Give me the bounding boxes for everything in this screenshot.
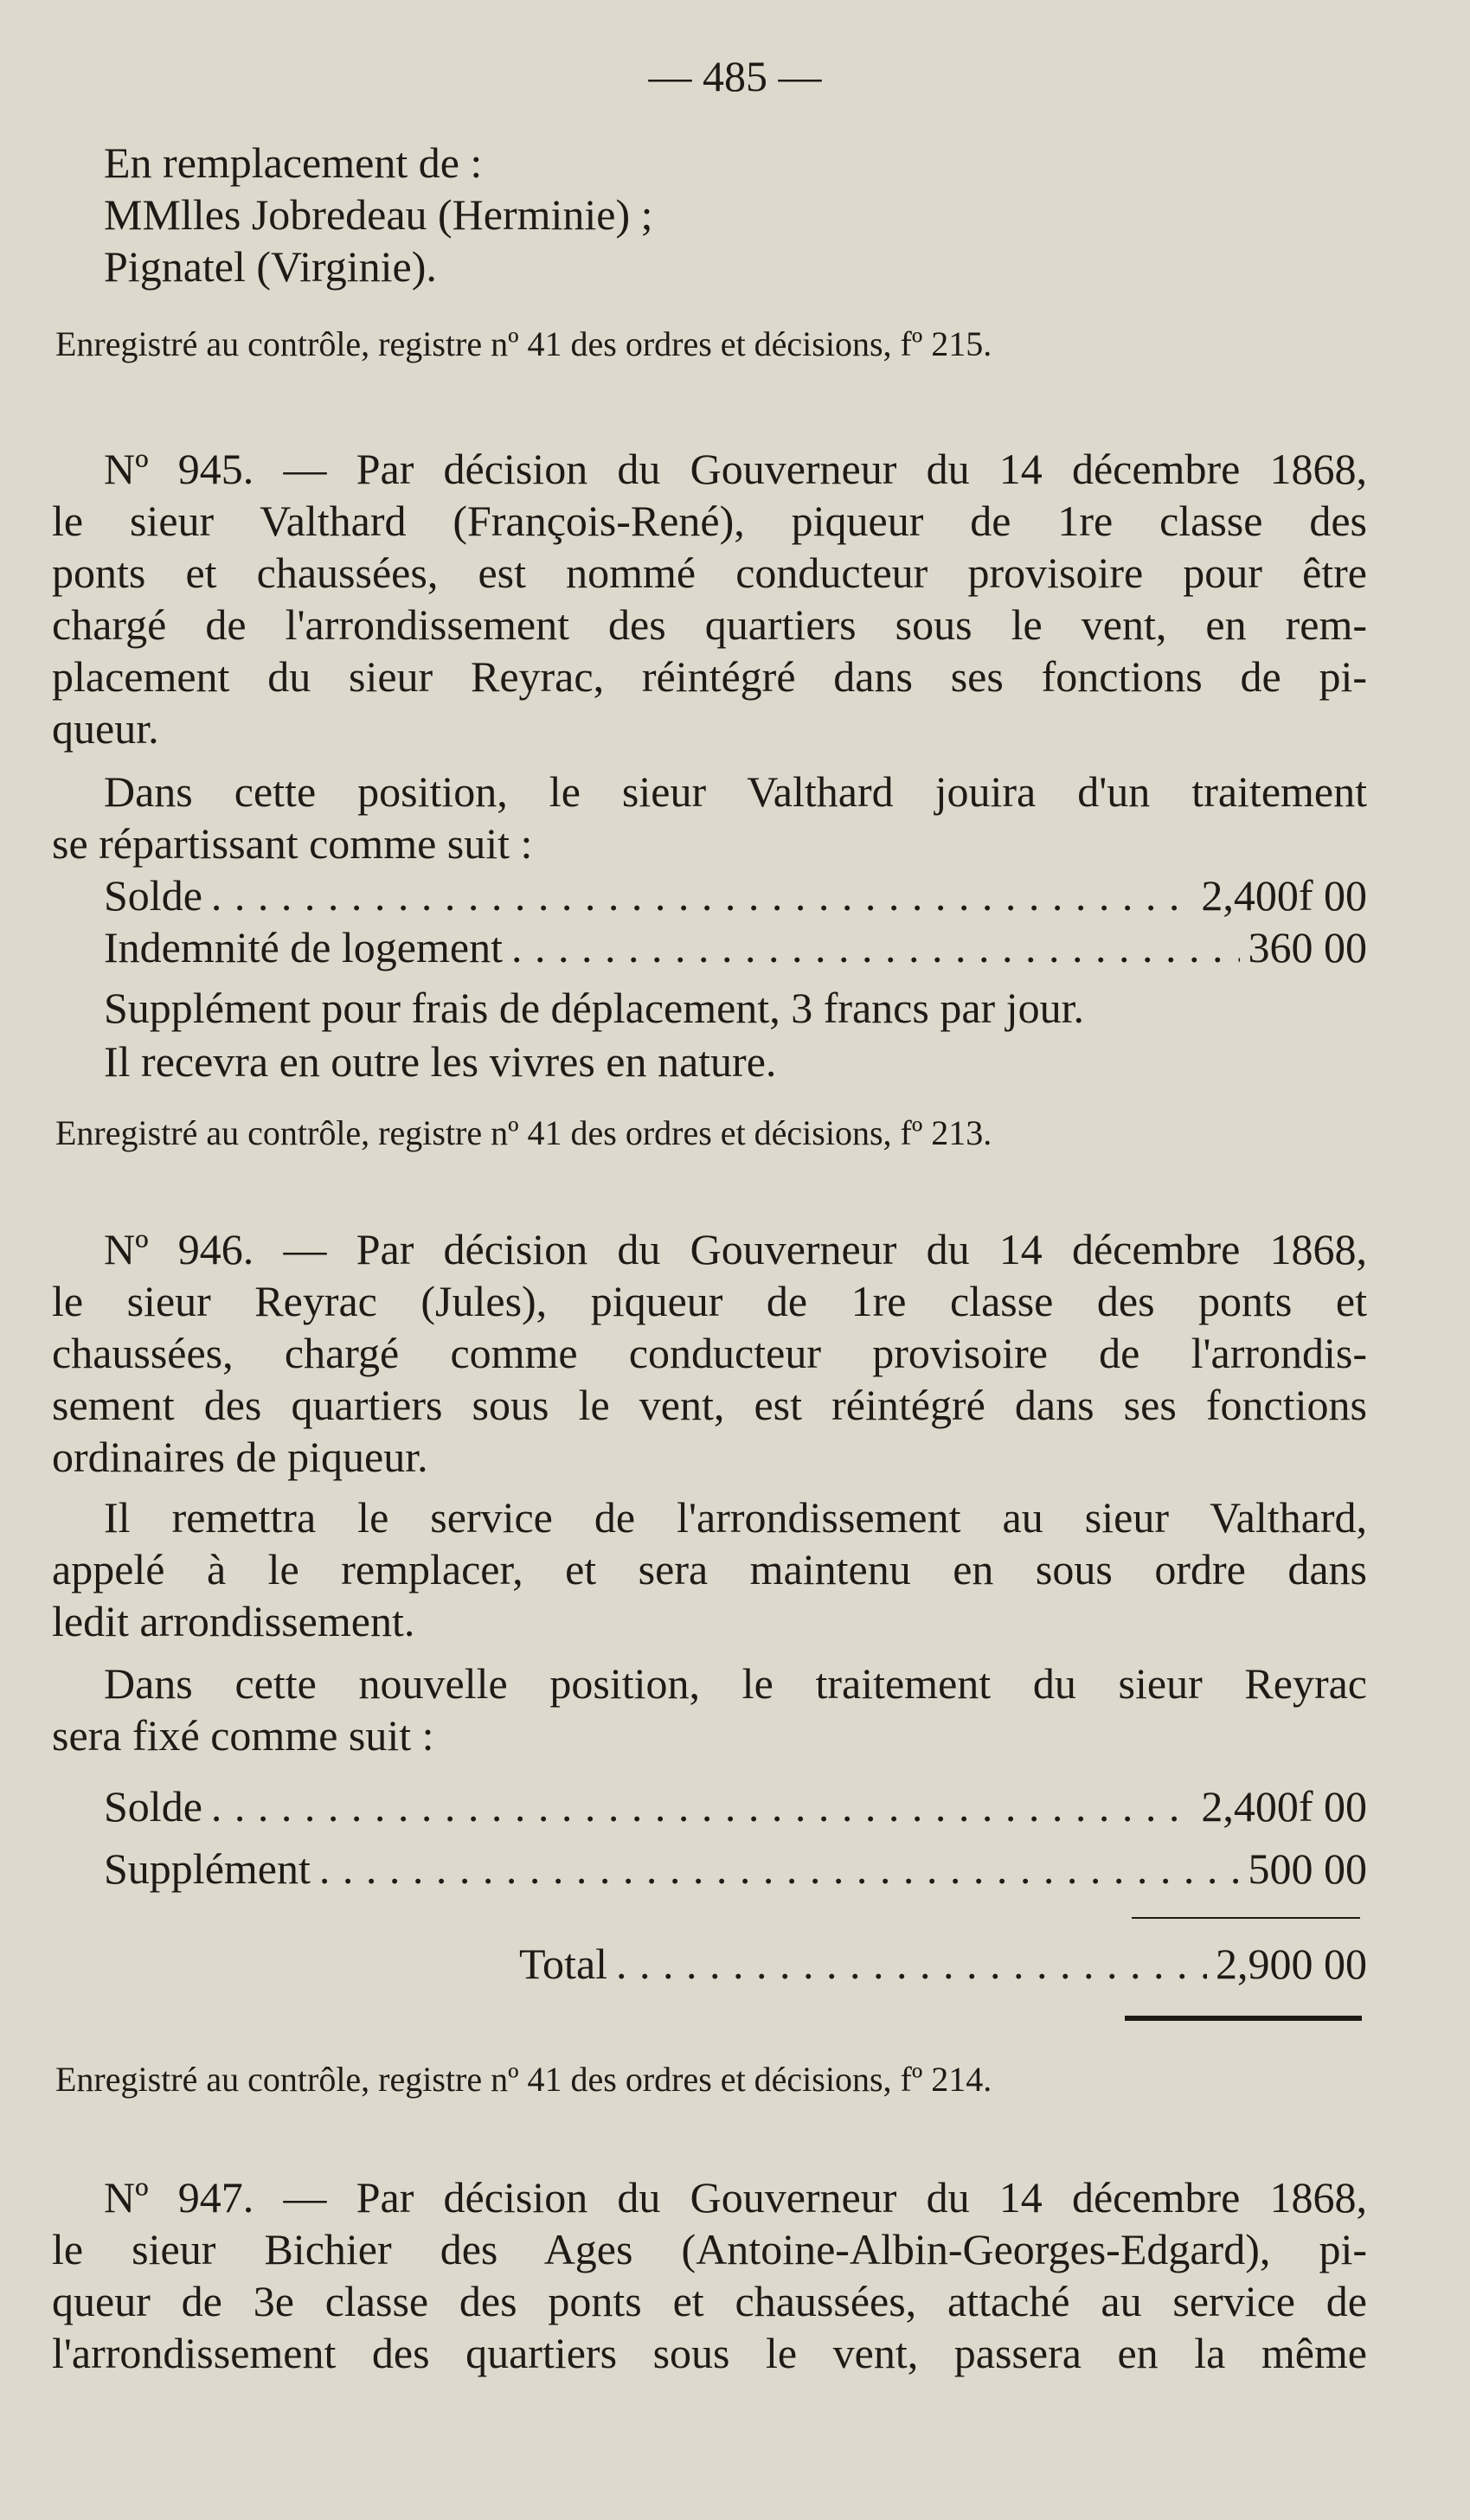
page-number: — 485 — [648, 52, 822, 100]
registration-note-213: Enregistré au contrôle, registre nº 41 des ordres et décisions, fº 213. [55, 1113, 992, 1152]
d945-solde-amount: 2,400f 00 [1201, 871, 1367, 920]
d945-line-6: queur. [52, 704, 159, 753]
d946-total-label: Total [519, 1940, 608, 1988]
d946-solde-amount: 2,400f 00 [1201, 1782, 1367, 1831]
d946-line-1: Nº 946. — Par décision du Gouverneur du 14 décembre 1868, [104, 1225, 1367, 1273]
d946-supplement-amount: 500 00 [1248, 1844, 1367, 1893]
d946-line-9: Dans cette nouvelle position, le traitement du sieur Reyrac [104, 1659, 1367, 1708]
d945-line-8: se répartissant comme suit : [52, 819, 533, 868]
d945-line-3: ponts et chaussées, est nommé conducteur provisoire pour être [52, 548, 1367, 597]
d947-line-1: Nº 947. — Par décision du Gouverneur du 14 décembre 1868, [104, 2173, 1367, 2222]
d946-solde-row [104, 1780, 1367, 1832]
d946-line-7: appelé à le remplacer, et sera maintenu en sous ordre dans [52, 1545, 1367, 1593]
d945-line-5: placement du sieur Reyrac, réintégré dans ses fonctions de pi- [52, 652, 1367, 701]
replacement-name-2: Pignatel (Virginie). [104, 242, 437, 291]
replacement-name-1: MMlles Jobredeau (Herminie) ; [104, 190, 653, 239]
leader-dots [211, 1780, 1192, 1832]
leader-dots [511, 921, 1240, 973]
d946-total-row [519, 1938, 1367, 1990]
d946-line-8: ledit arrondissement. [52, 1597, 415, 1645]
d945-solde-label: Solde [104, 871, 202, 920]
d946-line-4: sement des quartiers sous le vent, est réintégré dans ses fonctions [52, 1381, 1367, 1429]
d945-line-4: chargé de l'arrondissement des quartiers sous le vent, en rem- [52, 600, 1367, 649]
d946-line-2: le sieur Reyrac (Jules), piqueur de 1re classe des ponts et [52, 1277, 1367, 1325]
d946-total-amount: 2,900 00 [1216, 1940, 1367, 1988]
d947-line-3: queur de 3e classe des ponts et chaussées, attaché au service de [52, 2277, 1367, 2325]
d945-logement-amount: 360 00 [1248, 923, 1367, 971]
d947-line-2: le sieur Bichier des Ages (Antoine-Albin-Georges-Edgard), pi- [52, 2225, 1367, 2273]
d946-line-6: Il remettra le service de l'arrondissement au sieur Valthard, [104, 1493, 1367, 1542]
d945-logement-row [104, 921, 1367, 973]
d946-line-5: ordinaires de piqueur. [52, 1433, 428, 1481]
registration-note-214: Enregistré au contrôle, registre nº 41 des ordres et décisions, fº 214. [55, 2060, 992, 2099]
leader-dots [211, 869, 1192, 921]
d946-line-3: chaussées, chargé comme conducteur provisoire de l'arrondis- [52, 1329, 1367, 1377]
sum-rule [1132, 1917, 1360, 1919]
d945-vivres: Il recevra en outre les vivres en nature. [104, 1037, 777, 1086]
d946-supplement-label: Supplément [104, 1844, 311, 1893]
d945-solde-row [104, 869, 1367, 921]
d946-solde-label: Solde [104, 1782, 202, 1831]
d945-supplement: Supplément pour frais de déplacement, 3 francs par jour. [104, 984, 1084, 1032]
d946-supplement-row [104, 1843, 1367, 1895]
replacement-heading: En remplacement de : [104, 138, 483, 187]
total-double-rule [1125, 2016, 1362, 2021]
d947-line-4: l'arrondissement des quartiers sous le vent, passera en la même [52, 2329, 1367, 2377]
d946-line-10: sera fixé comme suit : [52, 1711, 434, 1760]
registration-note-215: Enregistré au contrôle, registre nº 41 des ordres et décisions, fº 215. [55, 324, 992, 363]
leader-dots [319, 1843, 1240, 1895]
d945-line-1: Nº 945. — Par décision du Gouverneur du 14 décembre 1868, [104, 445, 1367, 493]
d945-logement-label: Indemnité de logement [104, 923, 503, 971]
leader-dots [616, 1938, 1207, 1990]
d945-line-7: Dans cette position, le sieur Valthard jouira d'un traitement [104, 767, 1367, 816]
d945-line-2: le sieur Valthard (François-René), piqueur de 1re classe des [52, 497, 1367, 545]
